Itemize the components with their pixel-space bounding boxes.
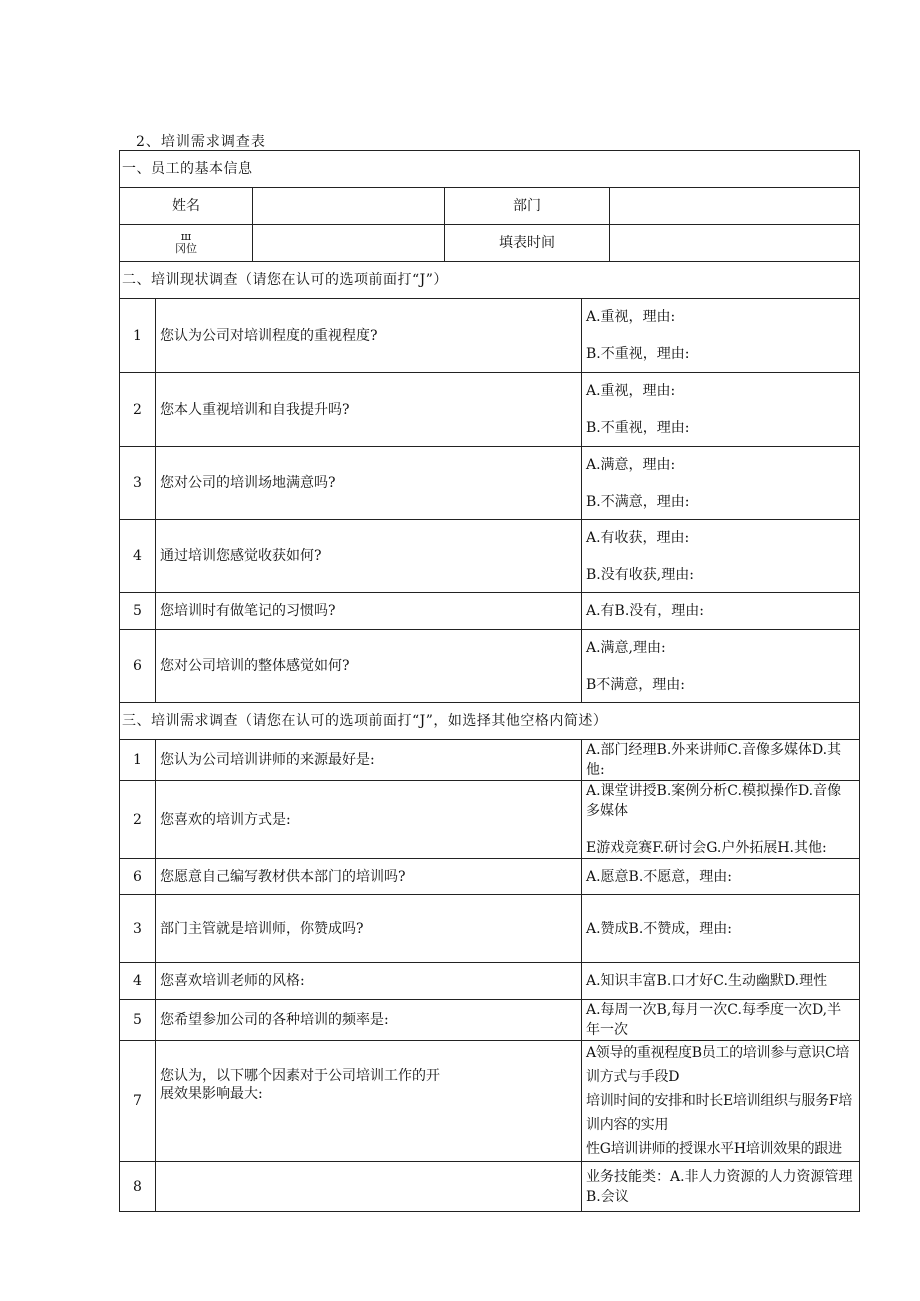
table-row xyxy=(120,1162,860,1212)
option-line: A.有收获，理由: xyxy=(586,529,690,546)
post-field[interactable] xyxy=(253,225,445,262)
document-title: 2、培训需求调查表 xyxy=(136,134,266,150)
row-number: 8 xyxy=(120,1162,156,1212)
row-number: 4 xyxy=(120,963,156,1000)
option-cell[interactable] xyxy=(582,781,860,859)
date-field[interactable] xyxy=(610,225,860,262)
date-label: 填表时间 xyxy=(445,225,610,262)
section3-title: 三、培训需求调查（请您在认可的选项前面打“J”，如选择其他空格内简述） xyxy=(120,703,860,740)
post-label-cell xyxy=(120,225,253,262)
option-line: E游戏竞赛F.研讨会G.户外拓展H.其他: xyxy=(586,840,827,856)
option-line: A.重视，理由: xyxy=(586,309,676,325)
survey-table xyxy=(119,150,860,1212)
option-line: A.满意，理由: xyxy=(586,456,676,473)
table-row xyxy=(120,520,860,593)
option-cell[interactable] xyxy=(582,740,860,781)
row-number: 4 xyxy=(120,520,156,593)
info-row-2 xyxy=(120,225,860,262)
option-line: A.部门经理B.外来讲师C.音像多媒体D.其他: xyxy=(586,742,842,778)
option-cell[interactable] xyxy=(582,859,860,895)
row-number: 6 xyxy=(120,630,156,703)
option-line: A.有B.没有，理由: xyxy=(586,603,705,619)
question-text: 您认为公司对培训程度的重视程度? xyxy=(156,299,582,373)
option-line: A.赞成B.不赞成，理由: xyxy=(586,920,733,937)
option-line: A.知识丰富B.口才好C.生动幽默D.理性 xyxy=(586,973,828,989)
row-number: 1 xyxy=(120,740,156,781)
option-line: A.满意,理由: xyxy=(586,639,666,656)
option-line: B不满意，理由: xyxy=(586,676,686,693)
row-number: 5 xyxy=(120,593,156,630)
dept-label: 部门 xyxy=(445,188,610,225)
option-cell[interactable] xyxy=(582,447,860,520)
table-row xyxy=(120,740,860,781)
option-cell[interactable] xyxy=(582,1000,860,1041)
question-line: 您认为，以下哪个因素对于公司培训工作的开 xyxy=(160,1068,440,1084)
question-text: 您培训时有做笔记的习惯吗? xyxy=(156,593,582,630)
option-cell[interactable] xyxy=(582,630,860,703)
question-text: 您愿意自己编写教材供本部门的培训吗? xyxy=(156,859,582,895)
name-label: 姓名 xyxy=(120,188,253,225)
question-text: 您本人重视培训和自我提升吗? xyxy=(156,373,582,447)
table-row xyxy=(120,373,860,447)
row-number: 2 xyxy=(120,373,156,447)
row-number: 2 xyxy=(120,781,156,859)
row-number: 7 xyxy=(120,1041,156,1162)
option-cell[interactable] xyxy=(582,1041,860,1162)
option-line: 业务技能类：A.非人力资源的人力资源管理B.会议 xyxy=(586,1168,853,1205)
option-cell[interactable] xyxy=(582,520,860,593)
row-number: 5 xyxy=(120,1000,156,1041)
option-line: A领导的重视程度B员工的培训参与意识C培训方式与手段D xyxy=(586,1045,850,1085)
option-cell[interactable] xyxy=(582,593,860,630)
option-cell[interactable] xyxy=(582,299,860,373)
dept-field[interactable] xyxy=(610,188,860,225)
table-row xyxy=(120,781,860,859)
option-line: A.每周一次B,每月一次C.每季度一次D,半年一次 xyxy=(586,1002,842,1038)
question-text: 您对公司的培训场地满意吗? xyxy=(156,447,582,520)
option-line: A.课堂讲授B.案例分析C.模拟操作D.音像多媒体 xyxy=(586,783,842,819)
option-cell[interactable] xyxy=(582,963,860,1000)
table-row xyxy=(120,630,860,703)
question-text: 您喜欢的培训方式是: xyxy=(156,781,582,859)
option-line: 培训时间的安排和时长E培训组织与服务F培训内容的实用 xyxy=(586,1093,852,1133)
question-text: 您希望参加公司的各种培训的频率是: xyxy=(156,1000,582,1041)
question-text xyxy=(156,1041,582,1162)
row-number: 3 xyxy=(120,447,156,520)
table-row xyxy=(120,1000,860,1041)
row-number: 1 xyxy=(120,299,156,373)
option-line: B.不满意，理由: xyxy=(586,493,690,510)
table-row xyxy=(120,593,860,630)
section1-title: 一、员工的基本信息 xyxy=(120,151,860,188)
option-line: 性G培训讲师的授课水平H培训效果的跟进 xyxy=(586,1141,842,1157)
table-row xyxy=(120,859,860,895)
row-number: 6 xyxy=(120,859,156,895)
question-text xyxy=(156,1162,582,1212)
option-line: B.不重视，理由: xyxy=(586,346,690,362)
option-line: A.愿意B.不愿意，理由: xyxy=(586,868,733,885)
table-row xyxy=(120,895,860,963)
name-field[interactable] xyxy=(253,188,445,225)
option-cell[interactable] xyxy=(582,1162,860,1212)
section2-title: 二、培训现状调查（请您在认可的选项前面打“J”） xyxy=(120,262,860,299)
question-text: 您认为公司培训讲师的来源最好是: xyxy=(156,740,582,781)
post-label: 冈位 xyxy=(175,242,197,255)
question-line: 展效果影响最大: xyxy=(160,1086,263,1102)
section1-header-row xyxy=(120,151,860,188)
question-text: 通过培训您感觉收获如何? xyxy=(156,520,582,593)
info-row-1 xyxy=(120,188,860,225)
option-line: B.不重视，理由: xyxy=(586,420,690,436)
section3-header-row xyxy=(120,703,860,740)
option-cell[interactable] xyxy=(582,373,860,447)
section2-header-row xyxy=(120,262,860,299)
row-number: 3 xyxy=(120,895,156,963)
option-line: A.重视，理由: xyxy=(586,383,676,399)
question-text: 您喜欢培训老师的风格: xyxy=(156,963,582,1000)
table-row xyxy=(120,447,860,520)
question-text: 您对公司培训的整体感觉如何? xyxy=(156,630,582,703)
question-text: 部门主管就是培训师，你赞成吗? xyxy=(156,895,582,963)
option-cell[interactable] xyxy=(582,895,860,963)
post-label-mark: ш xyxy=(180,230,192,243)
table-row xyxy=(120,299,860,373)
option-line: B.没有收获,理由: xyxy=(586,566,694,583)
table-row xyxy=(120,1041,860,1162)
table-row xyxy=(120,963,860,1000)
